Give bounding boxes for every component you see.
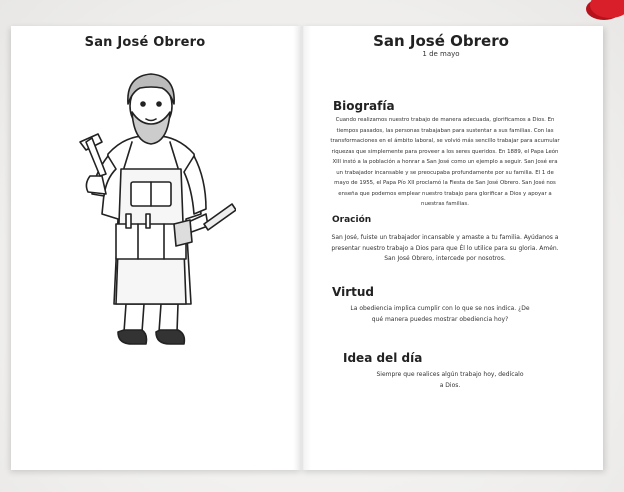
booklet-spine: [293, 26, 311, 470]
idea-del-dia-heading: Idea del día: [343, 351, 423, 365]
oracion-text: San José, fuiste un trabajador incansable y amaste a tu familia. Ayúdanos a presentar nuestro trabajo a Dios para que Él lo utilice para su gloria. Amén. San José Obrero, intercede por nosotros.: [331, 234, 559, 262]
biografia-heading: Biografía: [333, 99, 395, 113]
biografia-text: Cuando realizamos nuestro trabajo de manera adecuada, glorificamos a Dios. En tiempos pasados, las personas trabajaban para sustentar a sus familias. Con las transformaciones en el ámbito laboral, se volvió más sencillo trabajar para acumular riquezas que simplemente para proveer a los seres queridos. En 1889, el Papa León XIII instó a la población a honrar a San José como un ejemplo a seguir. San José era un trabajador incansable y se preocupaba profundamente por su familia. El 1 de mayo de 1955, el Papa Pío XII proclamó la Fiesta de San José Obrero. San José nos enseña que podemos emplear nuestro trabajo para glorificar a Dios y apoyar a nuestras familias.: [330, 117, 560, 207]
left-page-title: San José Obrero: [84, 35, 206, 50]
idea-del-dia-text: Siempre que realices algún trabajo hoy, dedícalo a Dios.: [376, 371, 524, 389]
oracion-heading: Oración: [332, 215, 372, 225]
virtud-text: La obediencia implica cumplir con lo que se nos indica. ¿De qué manera puedes mostrar obediencia hoy?: [350, 305, 530, 323]
virtud-heading: Virtud: [332, 285, 374, 299]
right-page-title: San José Obrero: [373, 32, 509, 50]
saint-joseph-illustration: [66, 64, 236, 354]
feast-date: 1 de mayo: [422, 50, 460, 58]
